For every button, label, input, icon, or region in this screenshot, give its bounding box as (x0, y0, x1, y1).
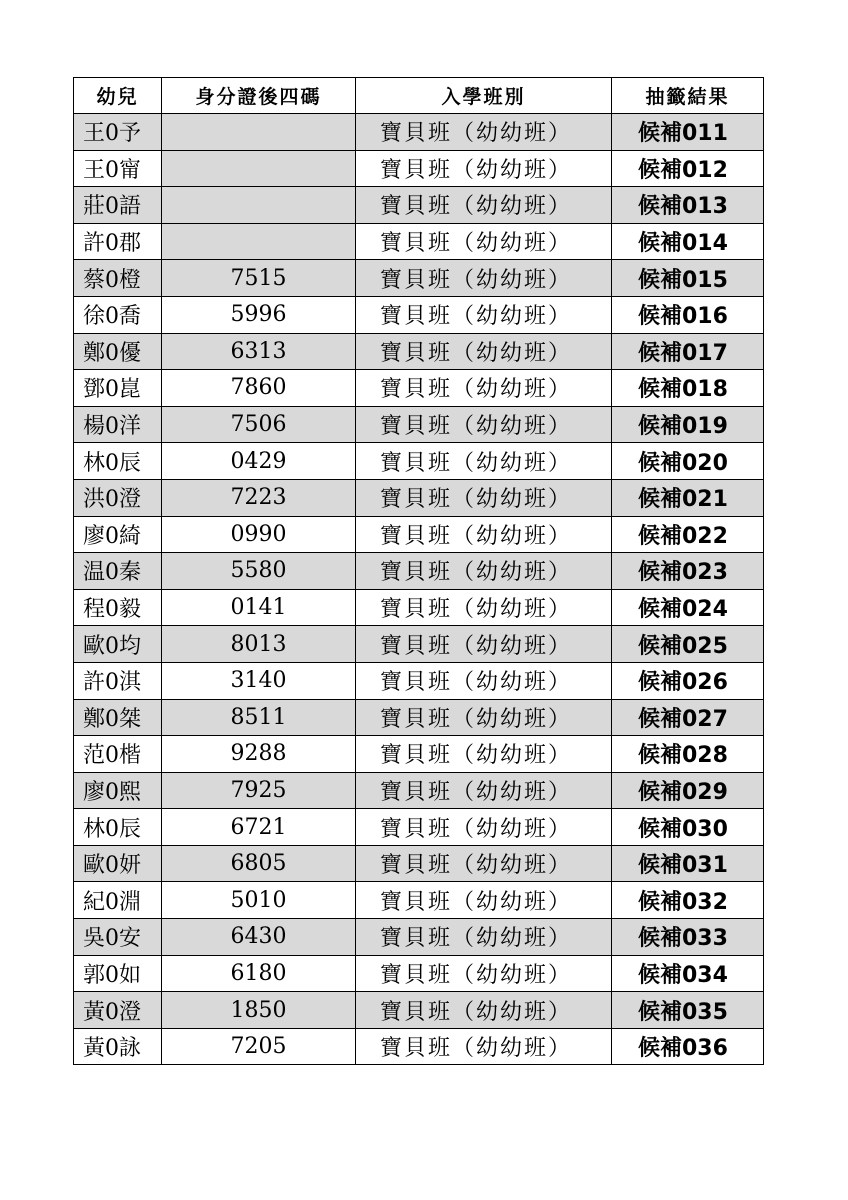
child-name-cell: 洪0澄 (74, 479, 162, 516)
lottery-result-cell: 候補035 (612, 992, 764, 1029)
enroll-class-cell: 寶貝班（幼幼班） (356, 992, 612, 1029)
lottery-result-cell: 候補013 (612, 187, 764, 224)
lottery-result-cell: 候補024 (612, 589, 764, 626)
id-last4-cell: 7223 (162, 479, 356, 516)
enroll-class-cell: 寶貝班（幼幼班） (356, 260, 612, 297)
child-name-cell: 林0辰 (74, 809, 162, 846)
lottery-result-cell: 候補016 (612, 296, 764, 333)
table-row (74, 662, 764, 699)
table-row (74, 919, 764, 956)
enroll-class-cell: 寶貝班（幼幼班） (356, 553, 612, 590)
id-last4-cell: 0429 (162, 443, 356, 480)
child-name-cell: 莊0語 (74, 187, 162, 224)
lottery-result-cell: 候補011 (612, 114, 764, 151)
child-name-cell: 鄭0桀 (74, 699, 162, 736)
waitlist-sheet (73, 77, 764, 1065)
lottery-result-cell: 候補019 (612, 406, 764, 443)
enroll-class-cell: 寶貝班（幼幼班） (356, 626, 612, 663)
child-name-cell: 黃0詠 (74, 1028, 162, 1065)
table-row (74, 223, 764, 260)
table-row (74, 626, 764, 663)
enroll-class-cell: 寶貝班（幼幼班） (356, 333, 612, 370)
lottery-result-cell: 候補014 (612, 223, 764, 260)
table-header-row (74, 78, 764, 114)
child-name-cell: 温0秦 (74, 553, 162, 590)
id-last4-cell: 7925 (162, 772, 356, 809)
enroll-class-cell: 寶貝班（幼幼班） (356, 406, 612, 443)
id-last4-cell: 6430 (162, 919, 356, 956)
lottery-result-cell: 候補034 (612, 955, 764, 992)
id-last4-cell: 7515 (162, 260, 356, 297)
table-row (74, 114, 764, 151)
header-lottery-result: 抽籤結果 (612, 78, 764, 114)
table-row (74, 955, 764, 992)
child-name-cell: 蔡0橙 (74, 260, 162, 297)
id-last4-cell: 7860 (162, 370, 356, 407)
enroll-class-cell: 寶貝班（幼幼班） (356, 699, 612, 736)
child-name-cell: 王0甯 (74, 150, 162, 187)
lottery-result-cell: 候補018 (612, 370, 764, 407)
id-last4-cell: 8013 (162, 626, 356, 663)
enroll-class-cell: 寶貝班（幼幼班） (356, 882, 612, 919)
child-name-cell: 紀0淵 (74, 882, 162, 919)
lottery-result-table (73, 77, 764, 1065)
lottery-result-cell: 候補026 (612, 662, 764, 699)
child-name-cell: 鄭0優 (74, 333, 162, 370)
header-enroll-class: 入學班別 (356, 78, 612, 114)
lottery-result-cell: 候補015 (612, 260, 764, 297)
lottery-result-cell: 候補032 (612, 882, 764, 919)
enroll-class-cell: 寶貝班（幼幼班） (356, 1028, 612, 1065)
child-name-cell: 程0毅 (74, 589, 162, 626)
id-last4-cell: 5996 (162, 296, 356, 333)
id-last4-cell: 1850 (162, 992, 356, 1029)
table-body (74, 114, 764, 1065)
enroll-class-cell: 寶貝班（幼幼班） (356, 114, 612, 151)
id-last4-cell: 7506 (162, 406, 356, 443)
child-name-cell: 許0郡 (74, 223, 162, 260)
id-last4-cell: 8511 (162, 699, 356, 736)
id-last4-cell: 6180 (162, 955, 356, 992)
lottery-result-cell: 候補028 (612, 736, 764, 773)
child-name-cell: 王0予 (74, 114, 162, 151)
table-row (74, 516, 764, 553)
table-row (74, 992, 764, 1029)
table-row (74, 187, 764, 224)
table-row (74, 589, 764, 626)
table-row (74, 553, 764, 590)
enroll-class-cell: 寶貝班（幼幼班） (356, 809, 612, 846)
id-last4-cell: 9288 (162, 736, 356, 773)
child-name-cell: 鄧0崑 (74, 370, 162, 407)
id-last4-cell (162, 114, 356, 151)
enroll-class-cell: 寶貝班（幼幼班） (356, 845, 612, 882)
table-row (74, 845, 764, 882)
table-row (74, 882, 764, 919)
child-name-cell: 林0辰 (74, 443, 162, 480)
lottery-result-cell: 候補029 (612, 772, 764, 809)
table-row (74, 443, 764, 480)
id-last4-cell: 3140 (162, 662, 356, 699)
table-row (74, 333, 764, 370)
child-name-cell: 吳0安 (74, 919, 162, 956)
lottery-result-cell: 候補021 (612, 479, 764, 516)
lottery-result-cell: 候補020 (612, 443, 764, 480)
id-last4-cell: 7205 (162, 1028, 356, 1065)
lottery-result-cell: 候補031 (612, 845, 764, 882)
id-last4-cell: 0141 (162, 589, 356, 626)
id-last4-cell: 6721 (162, 809, 356, 846)
table-row (74, 736, 764, 773)
table-row (74, 370, 764, 407)
table-row (74, 699, 764, 736)
enroll-class-cell: 寶貝班（幼幼班） (356, 516, 612, 553)
table-row (74, 1028, 764, 1065)
child-name-cell: 郭0如 (74, 955, 162, 992)
header-child-name: 幼兒 (74, 78, 162, 114)
child-name-cell: 廖0綺 (74, 516, 162, 553)
table-row (74, 260, 764, 297)
enroll-class-cell: 寶貝班（幼幼班） (356, 443, 612, 480)
child-name-cell: 許0淇 (74, 662, 162, 699)
lottery-result-cell: 候補036 (612, 1028, 764, 1065)
lottery-result-cell: 候補025 (612, 626, 764, 663)
enroll-class-cell: 寶貝班（幼幼班） (356, 150, 612, 187)
child-name-cell: 歐0均 (74, 626, 162, 663)
enroll-class-cell: 寶貝班（幼幼班） (356, 223, 612, 260)
lottery-result-cell: 候補023 (612, 553, 764, 590)
child-name-cell: 歐0妍 (74, 845, 162, 882)
table-row (74, 809, 764, 846)
enroll-class-cell: 寶貝班（幼幼班） (356, 296, 612, 333)
id-last4-cell (162, 150, 356, 187)
id-last4-cell (162, 223, 356, 260)
id-last4-cell: 0990 (162, 516, 356, 553)
lottery-result-cell: 候補033 (612, 919, 764, 956)
enroll-class-cell: 寶貝班（幼幼班） (356, 919, 612, 956)
table-row (74, 406, 764, 443)
child-name-cell: 楊0洋 (74, 406, 162, 443)
id-last4-cell: 6805 (162, 845, 356, 882)
id-last4-cell (162, 187, 356, 224)
child-name-cell: 廖0熙 (74, 772, 162, 809)
header-id-last4: 身分證後四碼 (162, 78, 356, 114)
lottery-result-cell: 候補030 (612, 809, 764, 846)
enroll-class-cell: 寶貝班（幼幼班） (356, 955, 612, 992)
enroll-class-cell: 寶貝班（幼幼班） (356, 370, 612, 407)
lottery-result-cell: 候補012 (612, 150, 764, 187)
enroll-class-cell: 寶貝班（幼幼班） (356, 479, 612, 516)
id-last4-cell: 6313 (162, 333, 356, 370)
table-row (74, 772, 764, 809)
lottery-result-cell: 候補022 (612, 516, 764, 553)
enroll-class-cell: 寶貝班（幼幼班） (356, 662, 612, 699)
lottery-result-cell: 候補017 (612, 333, 764, 370)
enroll-class-cell: 寶貝班（幼幼班） (356, 589, 612, 626)
enroll-class-cell: 寶貝班（幼幼班） (356, 736, 612, 773)
table-row (74, 150, 764, 187)
enroll-class-cell: 寶貝班（幼幼班） (356, 187, 612, 224)
table-row (74, 479, 764, 516)
table-row (74, 296, 764, 333)
child-name-cell: 黃0澄 (74, 992, 162, 1029)
child-name-cell: 徐0喬 (74, 296, 162, 333)
id-last4-cell: 5010 (162, 882, 356, 919)
id-last4-cell: 5580 (162, 553, 356, 590)
child-name-cell: 范0楷 (74, 736, 162, 773)
lottery-result-cell: 候補027 (612, 699, 764, 736)
enroll-class-cell: 寶貝班（幼幼班） (356, 772, 612, 809)
